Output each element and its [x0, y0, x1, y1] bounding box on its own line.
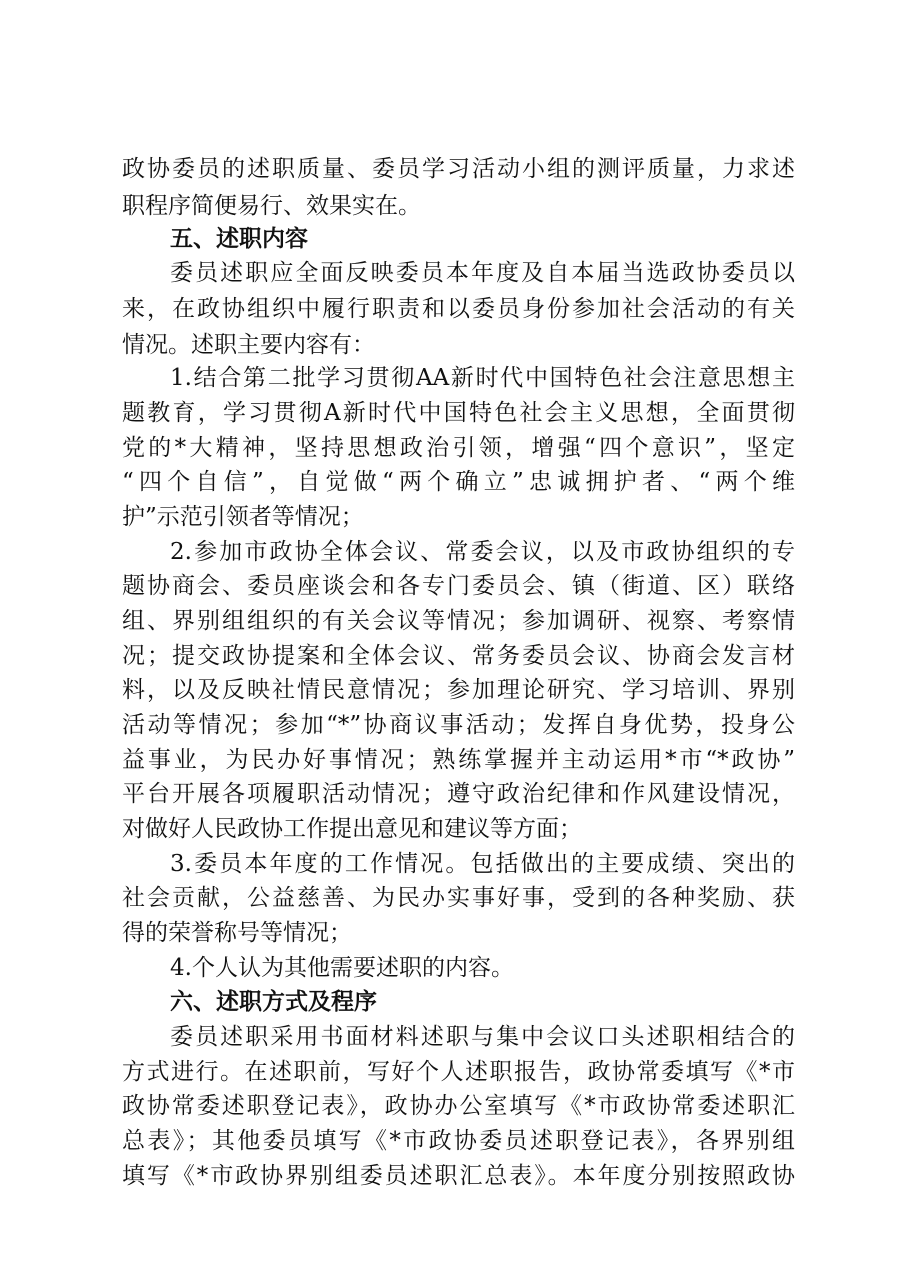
- paragraph-line: 2.参加市政协全体会议、常委会议，以及市政协组织的专: [170, 539, 795, 565]
- paragraph-line: 情况。述职主要内容有：: [122, 332, 375, 358]
- paragraph-line: 4.个人认为其他需要述职的内容。: [170, 955, 514, 981]
- paragraph-line: 1.结合第二批学习贯彻AA新时代中国特色社会注意思想主: [170, 365, 795, 391]
- paragraph-line: 来，在政协组织中履行职责和以委员身份参加社会活动的有关: [122, 296, 795, 322]
- paragraph-line: 护”示范引领者等情况；: [122, 504, 364, 530]
- paragraph-line: 社会贡献，公益慈善、为民办实事好事，受到的各种奖励、获: [122, 885, 795, 911]
- paragraph-line: 职程序简便易行、效果实在。: [122, 193, 421, 219]
- paragraph-line: 况；提交政协提案和全体会议、常务委员会议、协商会发言材: [122, 643, 795, 669]
- section-heading: 五、述职内容: [170, 226, 308, 252]
- paragraph-line: 得的荣誉称号等情况；: [122, 920, 352, 946]
- paragraph-line: 方式进行。在述职前，写好个人述职报告，政协常委填写《*市: [122, 1059, 795, 1085]
- paragraph-line: 3.委员本年度的工作情况。包括做出的主要成绩、突出的: [170, 851, 795, 877]
- paragraph-line: 总表》；其他委员填写《*市政协委员述职登记表》，各界别组: [122, 1128, 795, 1154]
- paragraph-line: 益事业，为民办好事情况；熟练掌握并主动运用*市“*政协”: [122, 747, 795, 773]
- paragraph-line: 党的*大精神，坚持思想政治引领，增强“四个意识”，坚定: [122, 435, 795, 461]
- paragraph-line: 题协商会、委员座谈会和各专门委员会、镇（街道、区）联络: [122, 573, 795, 599]
- paragraph-line: 委员述职应全面反映委员本年度及自本届当选政协委员以: [170, 260, 795, 286]
- paragraph-line: 题教育，学习贯彻A新时代中国特色社会主义思想，全面贯彻: [122, 400, 795, 426]
- paragraph-line: 政协常委述职登记表》，政协办公室填写《*市政协常委述职汇: [122, 1093, 795, 1119]
- paragraph-line: 组、界别组组织的有关会议等情况；参加调研、视察、考察情: [122, 608, 795, 634]
- paragraph-line: 填写《*市政协界别组委员述职汇总表》。本年度分别按照政协: [122, 1163, 795, 1189]
- paragraph-line: 活动等情况；参加“*”协商议事活动；发挥自身优势，投身公: [122, 712, 795, 738]
- paragraph-line: “四个自信”，自觉做“两个确立”忠诚拥护者、“两个维: [122, 469, 795, 495]
- paragraph-line: 委员述职采用书面材料述职与集中会议口头述职相结合的: [170, 1024, 795, 1050]
- paragraph-line: 料，以及反映社情民意情况；参加理论研究、学习培训、界别: [122, 677, 795, 703]
- paragraph-line: 对做好人民政协工作提出意见和建议等方面；: [122, 816, 582, 842]
- paragraph-line: 平台开展各项履职活动情况；遵守政治纪律和作风建设情况，: [122, 781, 795, 807]
- section-heading: 六、述职方式及程序: [170, 989, 377, 1015]
- paragraph-line: 政协委员的述职质量、委员学习活动小组的测评质量，力求述: [122, 156, 795, 182]
